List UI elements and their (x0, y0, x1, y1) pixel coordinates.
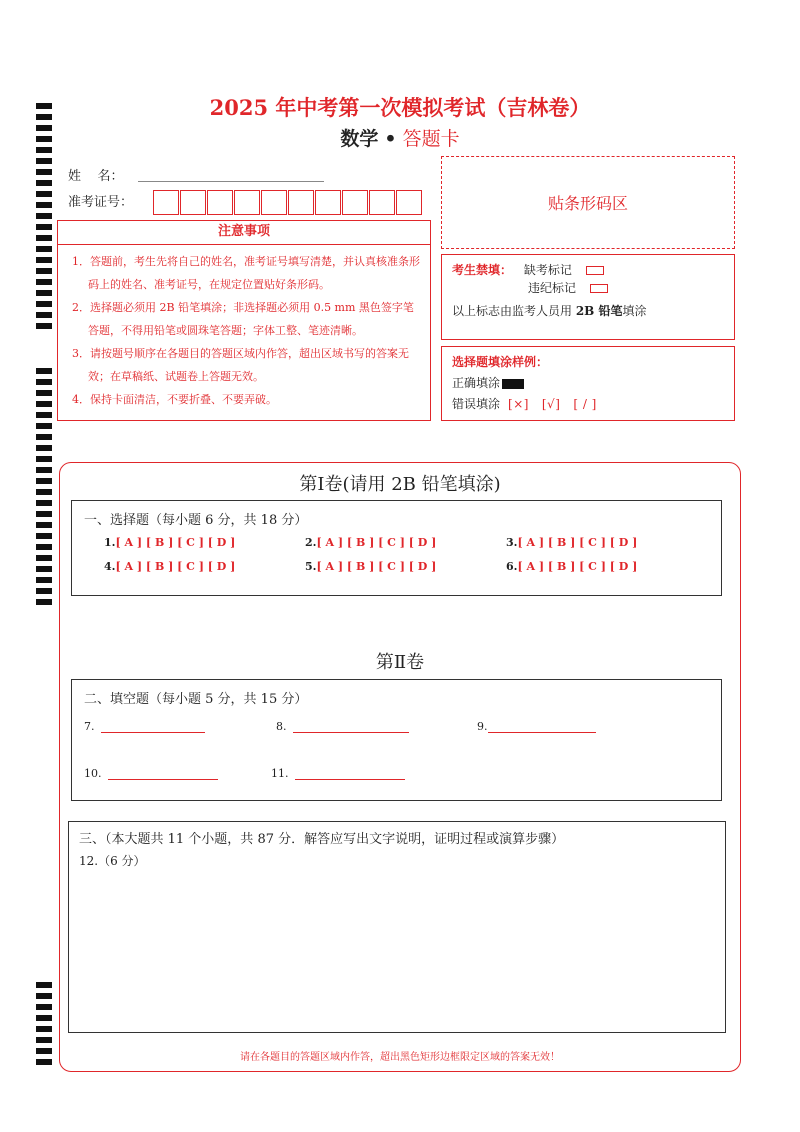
page-subtitle (0, 124, 800, 151)
examiner-note-bold: 2B 铅笔 (575, 304, 623, 318)
id-digit-box[interactable] (288, 190, 314, 215)
id-digit-box[interactable] (207, 190, 233, 215)
solution-section-title: 三、（本大题共 11 个小题，共 87 分．解答应写出文字说明，证明过程或演算步骤） (79, 832, 565, 847)
id-digit-box[interactable] (180, 190, 206, 215)
fill-blank-section (71, 679, 722, 801)
note-item: 3．请按题号顺序在各题目的答题区域内作答，超出区域书写的答案无效；在草稿纸、试题卷上答题无效。 (72, 347, 409, 383)
id-digit-box[interactable] (315, 190, 341, 215)
blank-q9[interactable]: 9. (477, 720, 596, 733)
absent-mark-box[interactable] (586, 266, 604, 275)
volume2-title: 第Ⅱ卷 (375, 652, 425, 673)
id-digit-box[interactable] (369, 190, 395, 215)
wrong-fill-marks: [×] [√] [ / ] (508, 397, 597, 411)
examiner-note-prefix: 以上标志由监考人员用 (452, 304, 576, 318)
note-item: 1．答题前，考生先将自己的姓名，准考证号填写清楚，并认真核准条形码上的姓名、准考证号，在规定位置贴好条形码。 (72, 255, 420, 291)
notes-heading: 注意事项 (57, 220, 431, 245)
examiner-note-suffix: 填涂 (622, 304, 647, 318)
separator-dot: • (384, 128, 397, 150)
name-field[interactable] (138, 181, 324, 182)
id-digit-box[interactable] (153, 190, 179, 215)
choice-q5[interactable]: 5.[ A ] [ B ] [ C ] [ D ] (305, 560, 437, 573)
examiner-only-box (441, 254, 735, 340)
choice-q2[interactable]: 2.[ A ] [ B ] [ C ] [ D ] (305, 536, 437, 549)
subject-label: 数学 (340, 128, 379, 150)
blank-q11[interactable]: 11. (271, 767, 405, 780)
barcode-area (441, 156, 735, 249)
choice-section-title: 一、选择题（每小题 6 分，共 18 分） (84, 513, 308, 528)
blank-q7[interactable]: 7. (84, 720, 205, 733)
choice-q3[interactable]: 3.[ A ] [ B ] [ C ] [ D ] (506, 536, 638, 549)
wrong-fill-label: 错误填涂 (452, 397, 501, 411)
fill-blank-section-title: 二、填空题（每小题 5 分，共 15 分） (84, 692, 308, 707)
correct-fill-mark (502, 379, 524, 389)
violation-mark-label: 违纪标记 (528, 281, 577, 295)
answer-card-label: 答题卡 (402, 128, 460, 150)
id-digit-box[interactable] (261, 190, 287, 215)
note-item: 2．选择题必须用 2B 铅笔填涂；非选择题必须用 0.5 mm 黑色签字笔答题，不得用铅笔或圆珠笔答题；字体工整、笔迹清晰。 (72, 301, 414, 337)
blank-q10[interactable]: 10. (84, 767, 218, 780)
name-label: 姓 名： (68, 169, 124, 184)
id-digit-box[interactable] (342, 190, 368, 215)
note-item: 4．保持卡面清洁，不要折叠、不要弄破。 (72, 393, 277, 406)
examiner-only-label: 考生禁填： (452, 263, 513, 277)
page-title: 2025 年中考第一次模拟考试（吉林卷） (209, 95, 591, 120)
choice-q6[interactable]: 6.[ A ] [ B ] [ C ] [ D ] (506, 560, 638, 573)
id-digit-box[interactable] (234, 190, 260, 215)
question-12-label: 12.（6 分） (79, 854, 146, 868)
violation-mark-box[interactable] (590, 284, 608, 293)
choice-q4[interactable]: 4.[ A ] [ B ] [ C ] [ D ] (104, 560, 236, 573)
choice-q1[interactable]: 1.[ A ] [ B ] [ C ] [ D ] (104, 536, 236, 549)
blank-q8[interactable]: 8. (276, 720, 409, 733)
absent-mark-label: 缺考标记 (523, 263, 572, 277)
barcode-label: 贴条形码区 (547, 194, 628, 213)
fill-sample-box (441, 346, 735, 421)
volume1-title: 第Ⅰ卷(请用 2B 铅笔填涂) (299, 474, 501, 495)
solution-section[interactable] (68, 821, 726, 1033)
exam-id-label: 准考证号： (68, 195, 134, 210)
fill-sample-label: 选择题填涂样例： (452, 355, 549, 369)
footer-warning: 请在各题目的答题区域内作答，超出黑色矩形边框限定区域的答案无效！ (240, 1052, 560, 1063)
exam-id-boxes[interactable] (153, 190, 423, 215)
choice-section (71, 500, 722, 596)
id-digit-box[interactable] (396, 190, 422, 215)
correct-fill-label: 正确填涂 (452, 376, 501, 390)
notes-box (57, 245, 431, 421)
